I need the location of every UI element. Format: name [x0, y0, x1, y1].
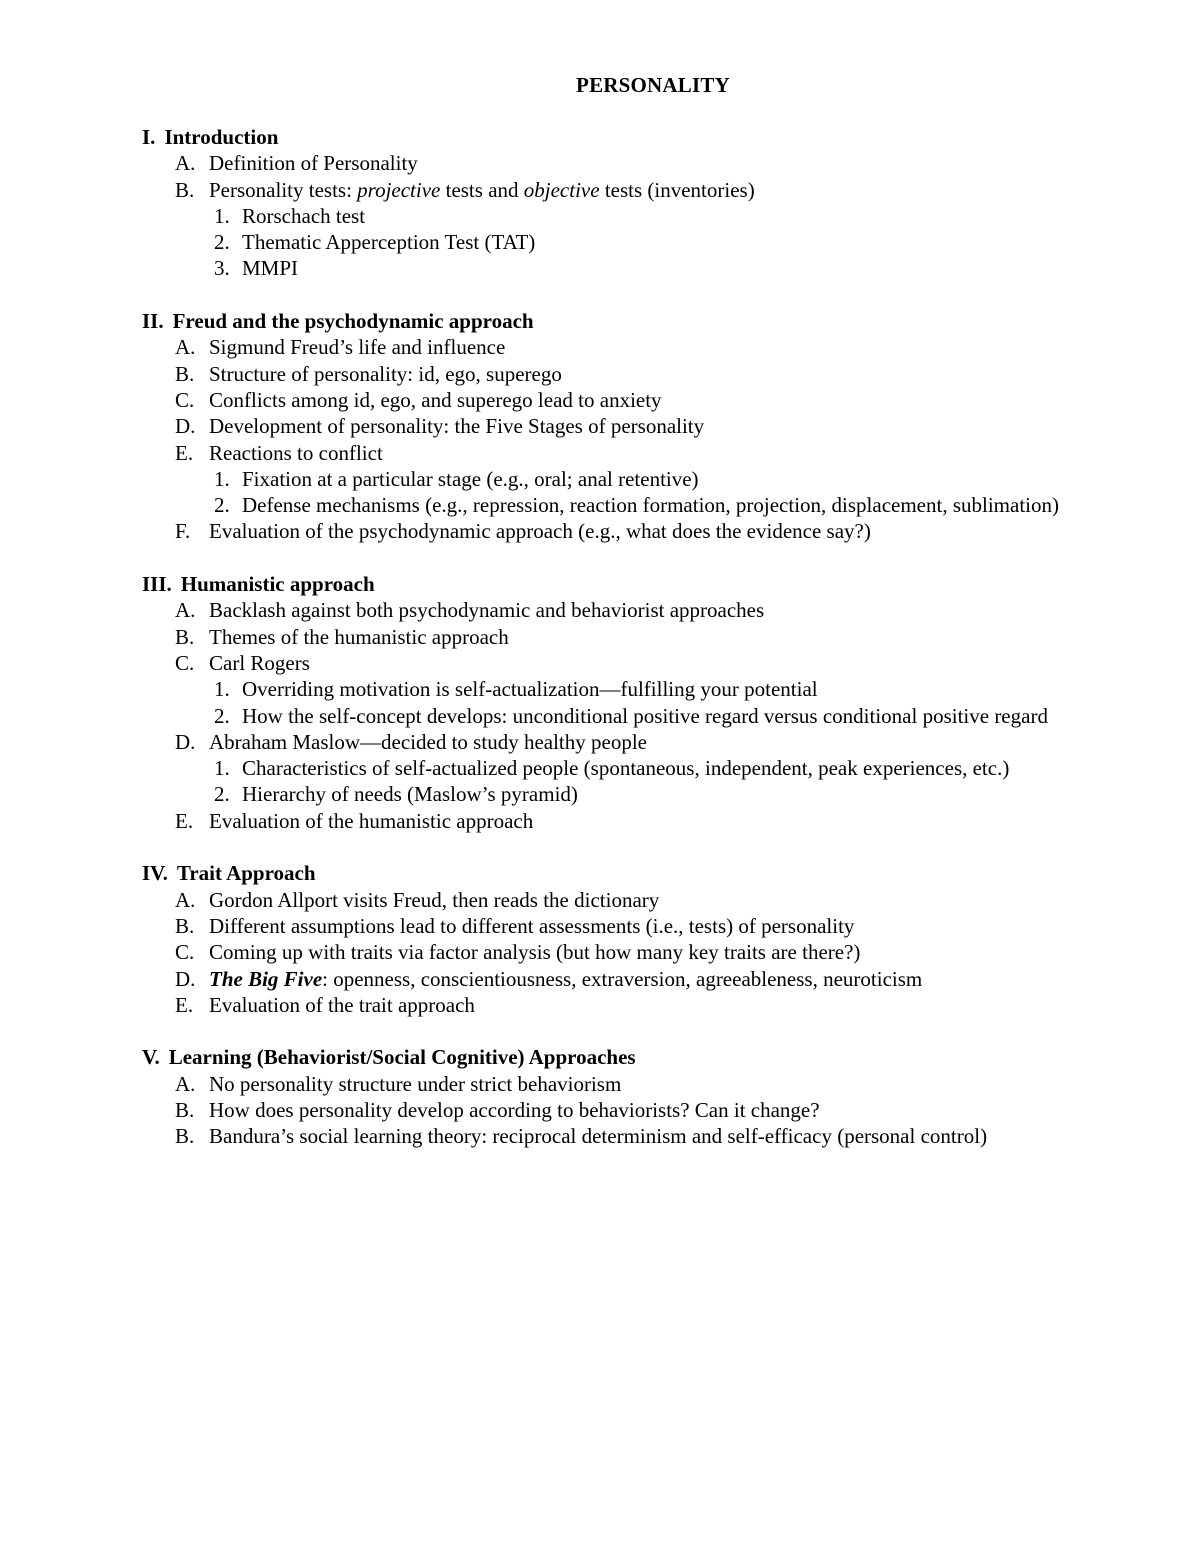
outline-subitem — [142, 203, 1192, 229]
text-run: The Big Five — [209, 966, 323, 991]
item-marker: E. — [175, 440, 194, 465]
item-text: Evaluation of the psychodynamic approach (e.g., what does the evidence say?) — [209, 519, 871, 544]
text-run: projective — [357, 177, 441, 202]
item-text: Fixation at a particular stage (e.g., oral; anal retentive) — [242, 466, 699, 491]
subitem-marker: 3. — [214, 256, 230, 281]
text-run: Personality tests: — [209, 177, 358, 202]
item-marker: C. — [175, 650, 195, 675]
outline-item — [142, 413, 1192, 439]
item-marker: B. — [175, 177, 195, 202]
item-text: How does personality develop according to behaviorists? Can it change? — [209, 1097, 820, 1122]
item-text: Development of personality: the Five Stages of personality — [209, 414, 705, 439]
outline-subitem — [142, 466, 1192, 492]
item-text: Overriding motivation is self-actualization—fulfilling your potential — [242, 677, 818, 702]
text-run: tests (inventories) — [599, 177, 755, 202]
item-marker: A. — [175, 887, 196, 912]
section-heading — [142, 571, 1192, 597]
outline-item — [142, 361, 1192, 387]
item-text: No personality structure under strict behaviorism — [209, 1071, 622, 1096]
item-marker: B. — [175, 361, 195, 386]
section-heading — [142, 308, 1192, 334]
item-marker: B. — [175, 913, 195, 938]
subitem-marker: 1. — [214, 466, 230, 491]
item-text: Gordon Allport visits Freud, then reads the dictionary — [209, 887, 660, 912]
outline-subitem — [142, 703, 1192, 729]
text-run: : openness, conscientiousness, extraversion, agreeableness, neuroticism — [322, 966, 923, 991]
outline-item — [142, 150, 1192, 176]
page-title: PERSONALITY — [576, 73, 730, 97]
outline-subitem — [142, 676, 1192, 702]
outline-item — [142, 597, 1192, 623]
outline-item — [142, 387, 1192, 413]
outline-item — [142, 808, 1192, 834]
outline-item — [142, 624, 1192, 650]
section-heading — [142, 124, 1192, 150]
item-text: How the self-concept develops: unconditional positive regard versus conditional positive regard — [242, 703, 1048, 728]
item-text: Carl Rogers — [209, 650, 310, 675]
item-marker: A. — [175, 598, 196, 623]
item-text: Bandura’s social learning theory: reciprocal determinism and self-efficacy (personal control) — [209, 1124, 988, 1149]
subitem-marker: 1. — [214, 756, 230, 781]
item-marker: D. — [175, 729, 196, 754]
subitem-marker: 2. — [214, 782, 230, 807]
text-run: tests and — [440, 177, 524, 202]
item-marker: A. — [175, 335, 196, 360]
outline-section — [142, 571, 1192, 834]
item-text: Hierarchy of needs (Maslow’s pyramid) — [242, 782, 578, 807]
item-text: Sigmund Freud’s life and influence — [209, 335, 506, 360]
outline-section — [142, 1044, 1192, 1149]
item-text: Themes of the humanistic approach — [209, 624, 509, 649]
outline-subitem — [142, 755, 1192, 781]
item-marker: B. — [175, 624, 195, 649]
item-text: Definition of Personality — [209, 151, 418, 176]
item-text: Coming up with traits via factor analysis (but how many key traits are there?) — [209, 940, 861, 965]
item-text: Reactions to conflict — [209, 440, 383, 465]
outline-section — [142, 308, 1192, 545]
section-number: II. — [142, 309, 164, 334]
outline-subitem — [142, 229, 1192, 255]
section-number: I. — [142, 125, 156, 149]
outline-item — [142, 334, 1192, 360]
outline-subitem — [142, 255, 1192, 281]
item-text: Conflicts among id, ego, and superego lead to anxiety — [209, 387, 662, 412]
item-text: Evaluation of the humanistic approach — [209, 808, 534, 833]
outline-item — [142, 729, 1192, 755]
outline-item — [142, 518, 1192, 544]
item-marker: B. — [175, 1124, 195, 1149]
subitem-marker: 2. — [214, 703, 230, 728]
section-heading — [142, 1044, 1192, 1070]
section-title: Humanistic approach — [180, 572, 375, 597]
item-marker: E. — [175, 808, 194, 833]
outline-item — [142, 177, 1192, 203]
section-number: IV. — [142, 861, 168, 886]
outline-subitem — [142, 781, 1192, 807]
section-title: Trait Approach — [176, 861, 316, 886]
outline-item — [142, 966, 1192, 992]
subitem-marker: 2. — [214, 493, 230, 518]
outline-subitem — [142, 492, 1192, 518]
section-title: Introduction — [164, 125, 279, 149]
section-number: III. — [142, 572, 172, 597]
item-marker: C. — [175, 940, 195, 965]
item-text: Evaluation of the trait approach — [209, 992, 475, 1017]
item-text: Characteristics of self-actualized people (spontaneous, independent, peak experiences, etc.) — [242, 756, 1010, 781]
outline-item — [142, 440, 1192, 466]
subitem-marker: 1. — [214, 677, 230, 702]
item-text: Abraham Maslow—decided to study healthy people — [209, 729, 647, 754]
outline-section — [142, 124, 1192, 282]
outline-item — [142, 992, 1192, 1018]
outline-item — [142, 1071, 1192, 1097]
item-text: Thematic Apperception Test (TAT) — [242, 230, 536, 255]
outline-item — [142, 939, 1192, 965]
item-marker: E. — [175, 992, 194, 1017]
item-text: Backlash against both psychodynamic and behaviorist approaches — [209, 598, 765, 623]
outline-section — [142, 860, 1192, 1018]
item-marker: D. — [175, 966, 196, 991]
item-marker: B. — [175, 1097, 195, 1122]
subitem-marker: 2. — [214, 230, 230, 255]
text-run: objective — [523, 177, 600, 202]
subitem-marker: 1. — [214, 203, 230, 228]
section-title: Freud and the psychodynamic approach — [172, 309, 534, 334]
item-marker: F. — [175, 519, 191, 544]
outline-item — [142, 1097, 1192, 1123]
item-marker: A. — [175, 1071, 196, 1096]
outline — [142, 124, 1192, 1176]
item-text: Structure of personality: id, ego, superego — [209, 361, 562, 386]
item-marker: A. — [175, 151, 196, 176]
section-number: V. — [142, 1045, 160, 1070]
section-heading — [142, 860, 1192, 886]
item-text: Rorschach test — [242, 203, 366, 228]
item-text: MMPI — [242, 256, 299, 281]
section-title: Learning (Behaviorist/Social Cognitive) Approaches — [168, 1045, 636, 1070]
item-marker: D. — [175, 414, 196, 439]
item-text: Defense mechanisms (e.g., repression, reaction formation, projection, displacement, sublimation) — [242, 493, 1060, 518]
item-text: Different assumptions lead to different assessments (i.e., tests) of personality — [209, 913, 855, 938]
outline-item — [142, 887, 1192, 913]
outline-item — [142, 1123, 1192, 1149]
outline-item — [142, 913, 1192, 939]
item-marker: C. — [175, 387, 195, 412]
outline-item — [142, 650, 1192, 676]
